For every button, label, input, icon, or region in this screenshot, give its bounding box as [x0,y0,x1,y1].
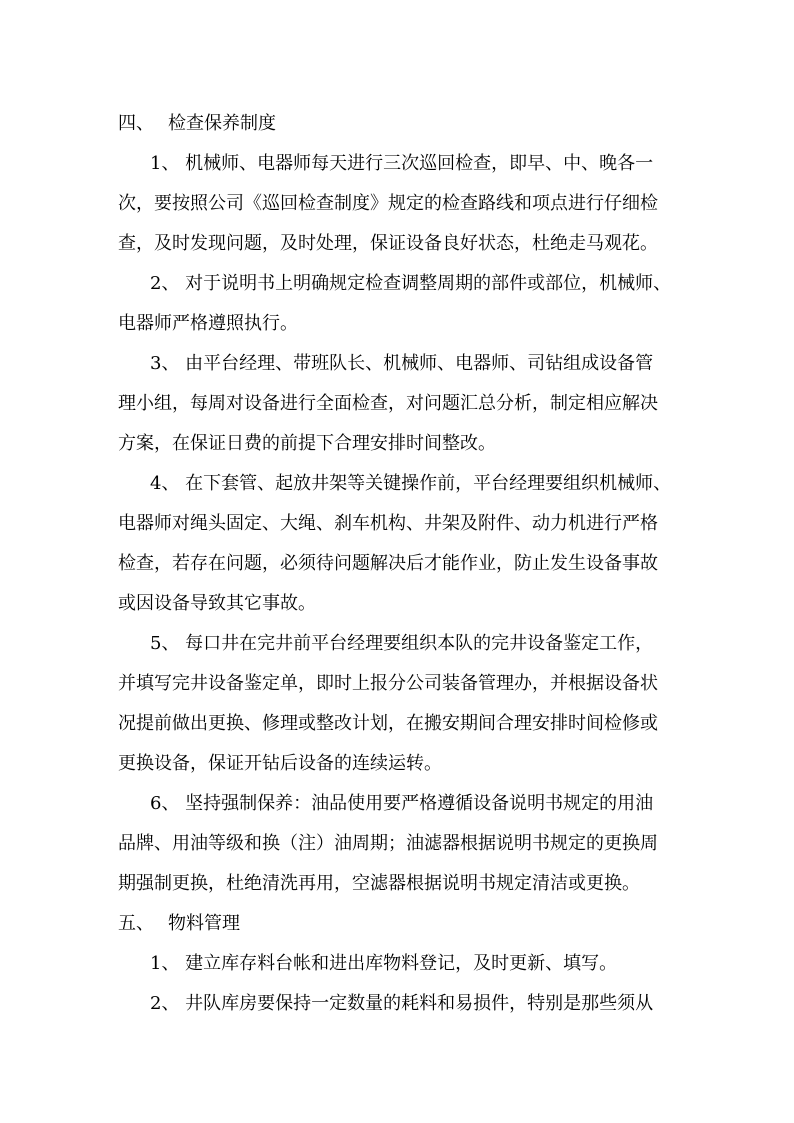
paragraph-line: 1、 建立库存料台帐和进出库物料登记，及时更新、填写。 [150,953,618,974]
paragraph-line: 检查，若存在问题，必须待问题解决后才能作业，防止发生设备事故 [118,553,658,574]
paragraph-line: 电器师对绳头固定、大绳、刹车机构、井架及附件、动力机进行严格 [118,513,658,534]
paragraph-line: 况提前做出更换、修理或整改计划，在搬安期间合理安排时间检修或 [118,713,658,734]
paragraph-line: 3、 由平台经理、带班队长、机械师、电器师、司钻组成设备管 [150,353,654,374]
paragraph-line: 品牌、用油等级和换（注）油周期；油滤器根据说明书规定的更换周 [118,833,658,854]
paragraph-line: 次，要按照公司《巡回检查制度》规定的检查路线和项点进行仔细检 [118,193,658,214]
section-number: 四、 [118,113,154,134]
paragraph-line: 方案，在保证日费的前提下合理安排时间整改。 [118,433,496,454]
paragraph-line: 并填写完井设备鉴定单，即时上报分公司装备管理办，并根据设备状 [118,673,658,694]
paragraph-line: 2、 井队库房要保持一定数量的耗料和易损件，特别是那些须从 [150,993,654,1014]
paragraph-line: 更换设备，保证开钻后设备的连续运转。 [118,753,442,774]
paragraph-line: 理小组，每周对设备进行全面检查，对问题汇总分析，制定相应解决 [118,393,658,414]
section-number: 五、 [118,913,154,934]
paragraph-line: 2、 对于说明书上明确规定检查调整周期的部件或部位，机械师、 [150,273,672,294]
paragraph-line: 查，及时发现问题，及时处理，保证设备良好状态，杜绝走马观花。 [118,233,658,254]
paragraph-line: 或因设备导致其它事故。 [118,593,316,614]
paragraph-line: 1、 机械师、电器师每天进行三次巡回检查，即早、中、晚各一 [150,153,654,174]
paragraph-line: 4、 在下套管、起放井架等关键操作前，平台经理要组织机械师、 [150,473,672,494]
section-title: 物料管理 [168,913,240,934]
paragraph-line: 期强制更换，杜绝清洗再用，空滤器根据说明书规定清洁或更换。 [118,873,640,894]
section-heading-5 [118,913,688,935]
section-title: 检查保养制度 [168,113,276,134]
paragraph-line: 6、 坚持强制保养：油品使用要严格遵循设备说明书规定的用油 [150,793,654,814]
paragraph-line: 电器师严格遵照执行。 [118,313,298,334]
section-heading-4 [118,113,688,135]
paragraph-line: 5、 每口井在完井前平台经理要组织本队的完井设备鉴定工作， [150,633,654,654]
